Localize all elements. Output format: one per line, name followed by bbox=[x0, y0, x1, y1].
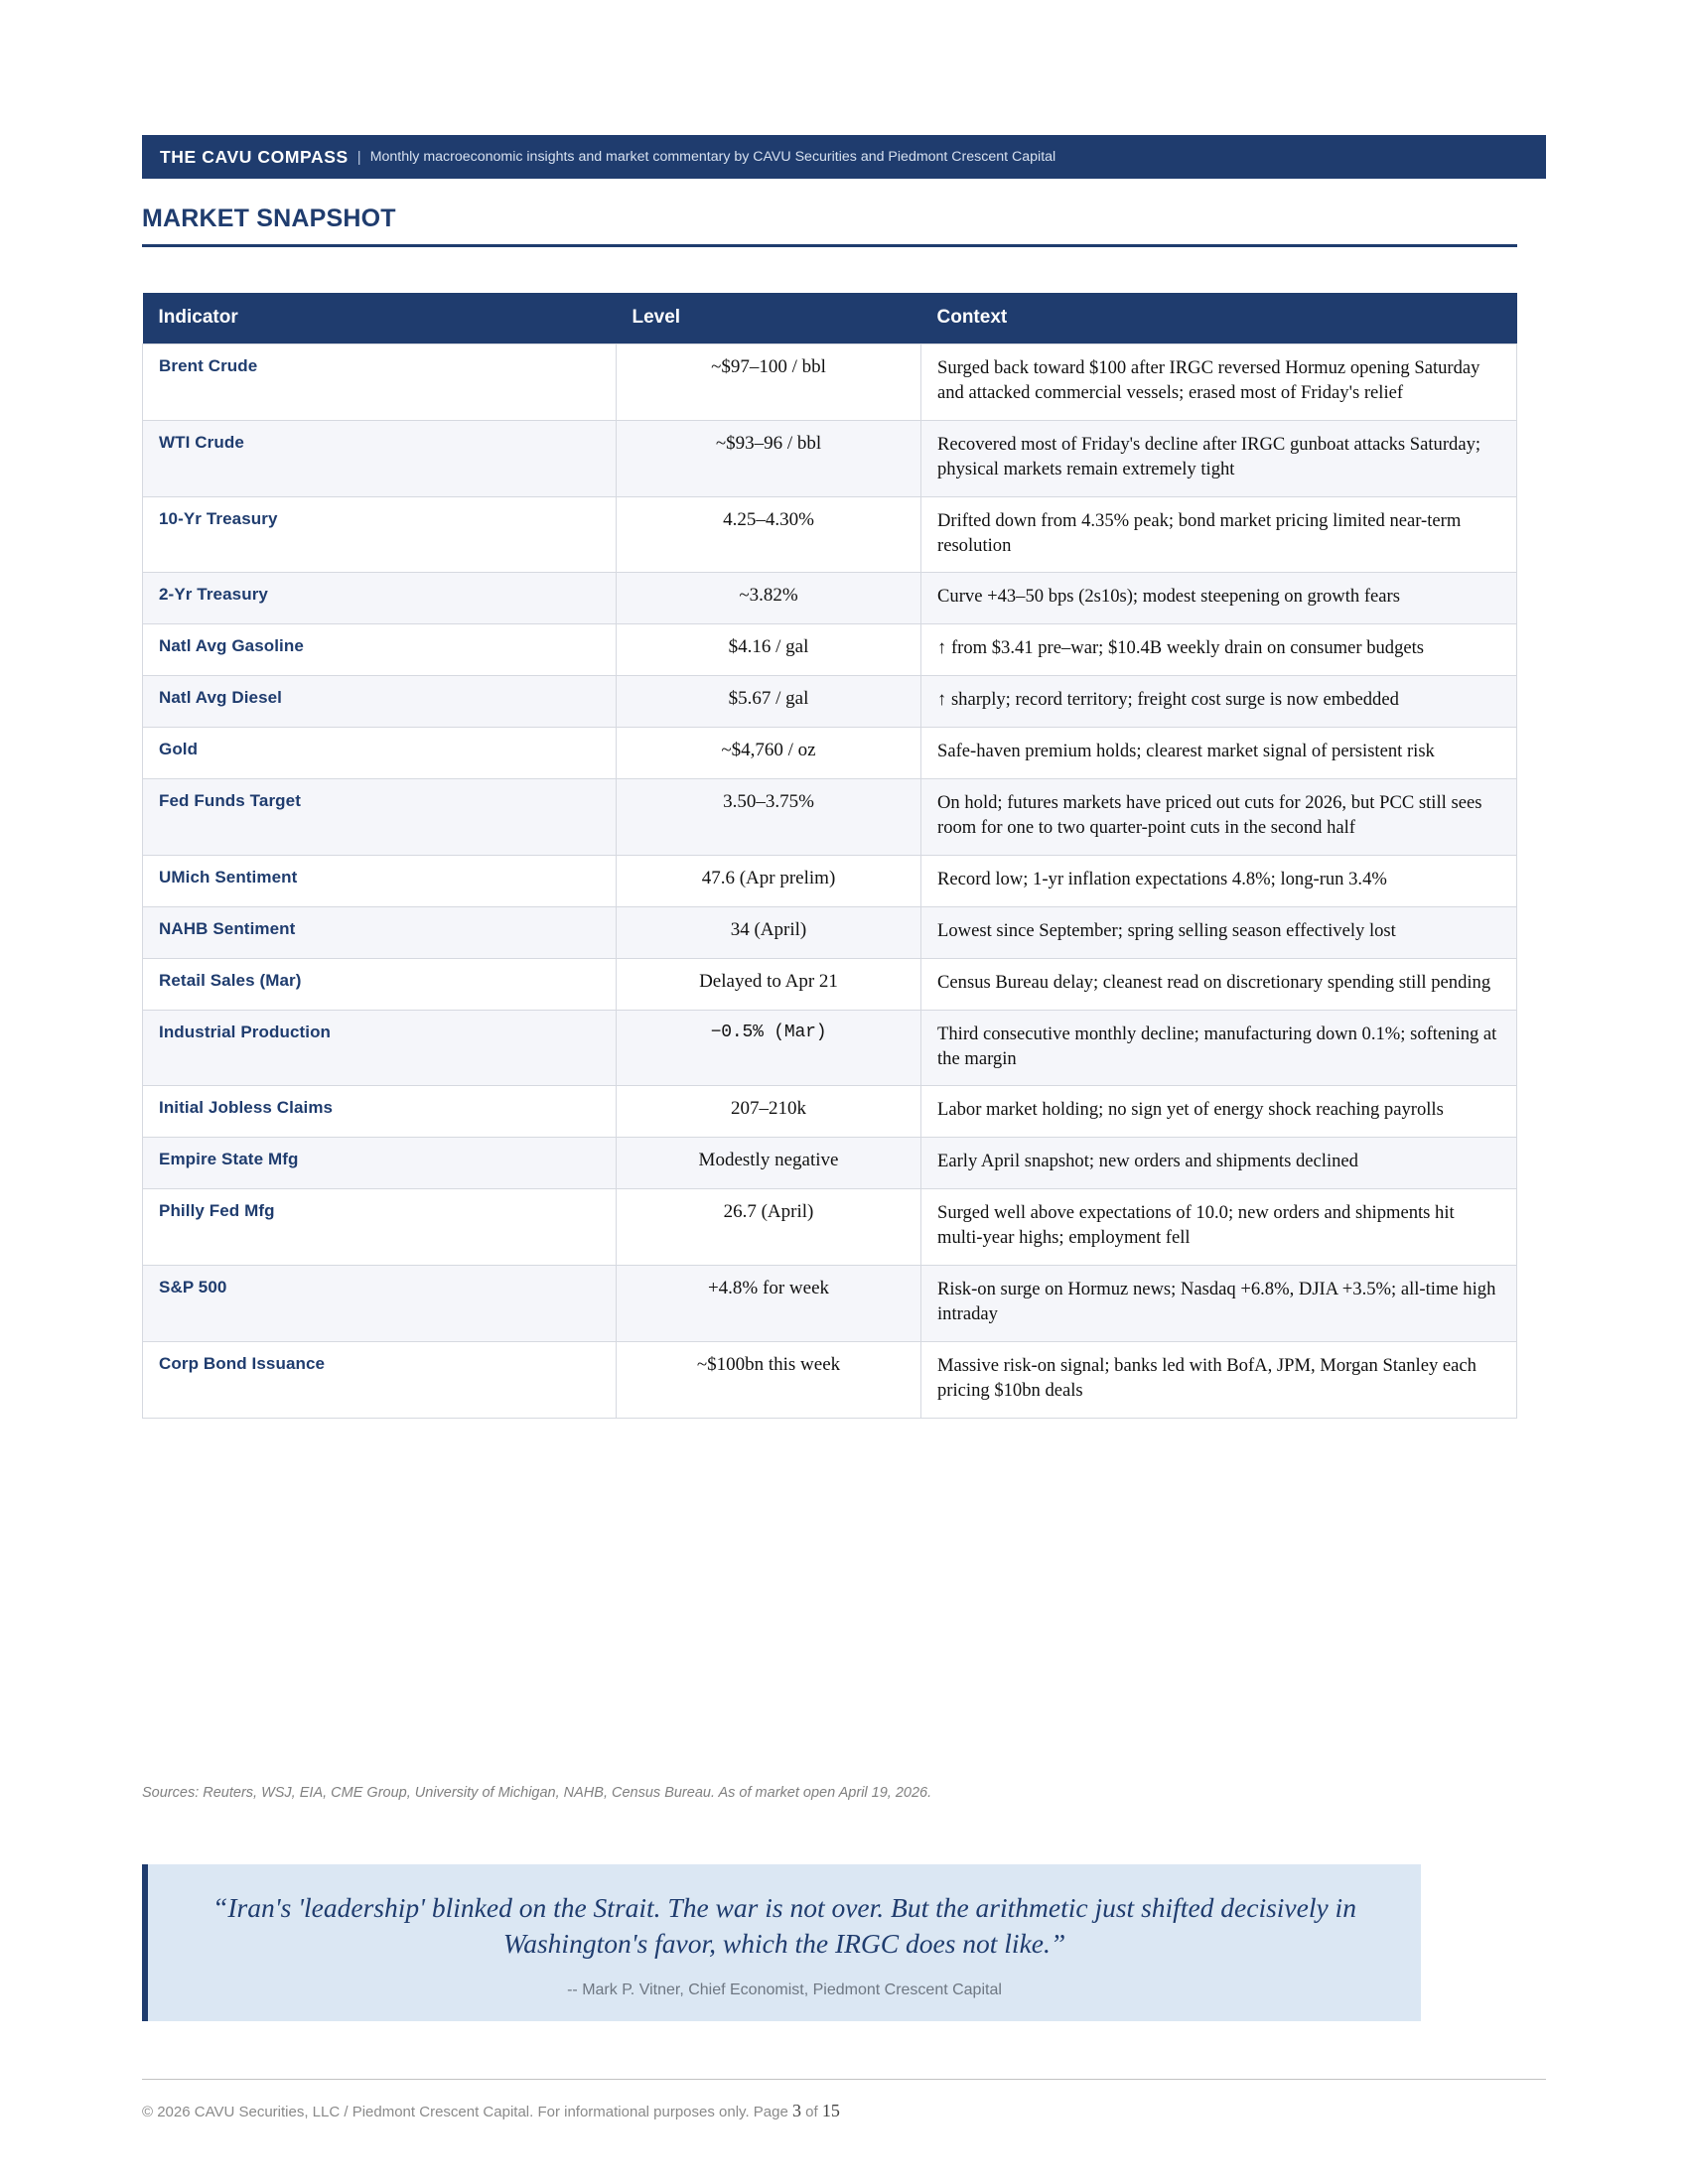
cell-context: On hold; futures markets have priced out cuts for 2026, but PCC still sees room for one to two quarter-point cuts in the second half bbox=[921, 779, 1517, 856]
cell-context: Curve +43–50 bps (2s10s); modest steepening on growth fears bbox=[921, 573, 1517, 624]
cell-indicator: Corp Bond Issuance bbox=[143, 1341, 617, 1418]
cell-context: ↑ sharply; record territory; freight cost surge is now embedded bbox=[921, 676, 1517, 728]
cell-level: 34 (April) bbox=[617, 906, 921, 958]
cell-context: ↑ from $3.41 pre–war; $10.4B weekly drain on consumer budgets bbox=[921, 624, 1517, 676]
cell-indicator: Industrial Production bbox=[143, 1010, 617, 1086]
table-row bbox=[143, 624, 1517, 676]
table-row bbox=[143, 779, 1517, 856]
table-row bbox=[143, 855, 1517, 906]
table-body bbox=[143, 344, 1517, 1419]
cell-level: 4.25–4.30% bbox=[617, 496, 921, 573]
pull-quote-block bbox=[142, 1864, 1421, 2021]
cell-indicator: Natl Avg Gasoline bbox=[143, 624, 617, 676]
cell-level: ~$97–100 / bbl bbox=[617, 344, 921, 421]
table-row bbox=[143, 958, 1517, 1010]
cell-indicator: Natl Avg Diesel bbox=[143, 676, 617, 728]
cell-indicator: 10-Yr Treasury bbox=[143, 496, 617, 573]
pull-quote-attribution: -- Mark P. Vitner, Chief Economist, Piedmont Crescent Capital bbox=[567, 1980, 1002, 1998]
cell-level: Delayed to Apr 21 bbox=[617, 958, 921, 1010]
cell-context: Third consecutive monthly decline; manufacturing down 0.1%; softening at the margin bbox=[921, 1010, 1517, 1086]
cell-level: +4.8% for week bbox=[617, 1266, 921, 1342]
cell-context: Recovered most of Friday's decline after IRGC gunboat attacks Saturday; physical markets remain extremely tight bbox=[921, 420, 1517, 496]
cell-context: Massive risk-on signal; banks led with BofA, JPM, Morgan Stanley each pricing $10bn deals bbox=[921, 1341, 1517, 1418]
table-row bbox=[143, 728, 1517, 779]
table-header-row bbox=[143, 293, 1517, 344]
cell-level: Modestly negative bbox=[617, 1138, 921, 1189]
column-header-indicator: Indicator bbox=[143, 293, 617, 344]
table-row bbox=[143, 1138, 1517, 1189]
masthead-subtitle: Monthly macroeconomic insights and market commentary by CAVU Securities and Piedmont Crescent Capital bbox=[369, 149, 1056, 165]
cell-context: Early April snapshot; new orders and shipments declined bbox=[921, 1138, 1517, 1189]
cell-level: −0.5% (Mar) bbox=[617, 1010, 921, 1086]
table-row bbox=[143, 1010, 1517, 1086]
cell-level: ~3.82% bbox=[617, 573, 921, 624]
sources-note: Sources: Reuters, WSJ, EIA, CME Group, University of Michigan, NAHB, Census Bureau. As of market open April 19, 2026. bbox=[142, 1785, 932, 1801]
table-row bbox=[143, 676, 1517, 728]
masthead-banner bbox=[142, 135, 1546, 179]
cell-indicator: Fed Funds Target bbox=[143, 779, 617, 856]
cell-indicator: Gold bbox=[143, 728, 617, 779]
cell-indicator: NAHB Sentiment bbox=[143, 906, 617, 958]
footer-page-total: 15 bbox=[821, 2101, 840, 2120]
cell-indicator: Empire State Mfg bbox=[143, 1138, 617, 1189]
market-snapshot-table bbox=[142, 293, 1517, 1419]
cell-indicator: 2-Yr Treasury bbox=[143, 573, 617, 624]
cell-context: Risk-on surge on Hormuz news; Nasdaq +6.8%, DJIA +3.5%; all-time high intraday bbox=[921, 1266, 1517, 1342]
footer-page-of: of bbox=[805, 2104, 818, 2120]
cell-context: Lowest since September; spring selling season effectively lost bbox=[921, 906, 1517, 958]
cell-context: Surged back toward $100 after IRGC reversed Hormuz opening Saturday and attacked commercial vessels; erased most of Friday's relief bbox=[921, 344, 1517, 421]
footer-text bbox=[142, 2101, 840, 2121]
cell-context: Record low; 1-yr inflation expectations 4.8%; long-run 3.4% bbox=[921, 855, 1517, 906]
cell-context: Labor market holding; no sign yet of energy shock reaching payrolls bbox=[921, 1086, 1517, 1138]
table-row bbox=[143, 1189, 1517, 1266]
cell-level: $5.67 / gal bbox=[617, 676, 921, 728]
cell-level: 26.7 (April) bbox=[617, 1189, 921, 1266]
cell-level: 207–210k bbox=[617, 1086, 921, 1138]
cell-level: $4.16 / gal bbox=[617, 624, 921, 676]
cell-level: ~$93–96 / bbl bbox=[617, 420, 921, 496]
table-row bbox=[143, 906, 1517, 958]
column-header-context: Context bbox=[921, 293, 1517, 344]
column-header-level: Level bbox=[617, 293, 921, 344]
cell-level: 47.6 (Apr prelim) bbox=[617, 855, 921, 906]
cell-context: Surged well above expectations of 10.0; new orders and shipments hit multi-year highs; employment fell bbox=[921, 1189, 1517, 1266]
cell-indicator: Brent Crude bbox=[143, 344, 617, 421]
cell-context: Safe-haven premium holds; clearest market signal of persistent risk bbox=[921, 728, 1517, 779]
cell-indicator: WTI Crude bbox=[143, 420, 617, 496]
table-row bbox=[143, 1086, 1517, 1138]
cell-level: ~$4,760 / oz bbox=[617, 728, 921, 779]
market-snapshot-table-container bbox=[142, 293, 1497, 1419]
cell-indicator: UMich Sentiment bbox=[143, 855, 617, 906]
cell-level: ~$100bn this week bbox=[617, 1341, 921, 1418]
masthead-brand: THE CAVU COMPASS bbox=[160, 146, 349, 167]
table-row bbox=[143, 420, 1517, 496]
footer-divider bbox=[142, 2079, 1546, 2080]
table-row bbox=[143, 573, 1517, 624]
table-header bbox=[143, 293, 1517, 344]
footer-copyright: © 2026 CAVU Securities, LLC / Piedmont Crescent Capital. For informational purposes only. Page bbox=[142, 2104, 788, 2120]
cell-indicator: Initial Jobless Claims bbox=[143, 1086, 617, 1138]
cell-level: 3.50–3.75% bbox=[617, 779, 921, 856]
cell-context: Census Bureau delay; cleanest read on discretionary spending still pending bbox=[921, 958, 1517, 1010]
pull-quote-text: “Iran's 'leadership' blinked on the Strait. The war is not over. But the arithmetic just shifted decisively in Washington's favor, which the IRGC does not like.” bbox=[212, 1892, 1356, 1959]
cell-context: Drifted down from 4.35% peak; bond market pricing limited near-term resolution bbox=[921, 496, 1517, 573]
table-row bbox=[143, 1266, 1517, 1342]
table-row bbox=[143, 344, 1517, 421]
page-title: MARKET SNAPSHOT bbox=[142, 205, 396, 232]
cell-indicator: Philly Fed Mfg bbox=[143, 1189, 617, 1266]
cell-indicator: Retail Sales (Mar) bbox=[143, 958, 617, 1010]
section-divider bbox=[142, 244, 1517, 247]
masthead-separator: | bbox=[356, 148, 361, 166]
cell-indicator: S&P 500 bbox=[143, 1266, 617, 1342]
table-row bbox=[143, 496, 1517, 573]
footer-page-current: 3 bbox=[791, 2101, 801, 2120]
table-row bbox=[143, 1341, 1517, 1418]
